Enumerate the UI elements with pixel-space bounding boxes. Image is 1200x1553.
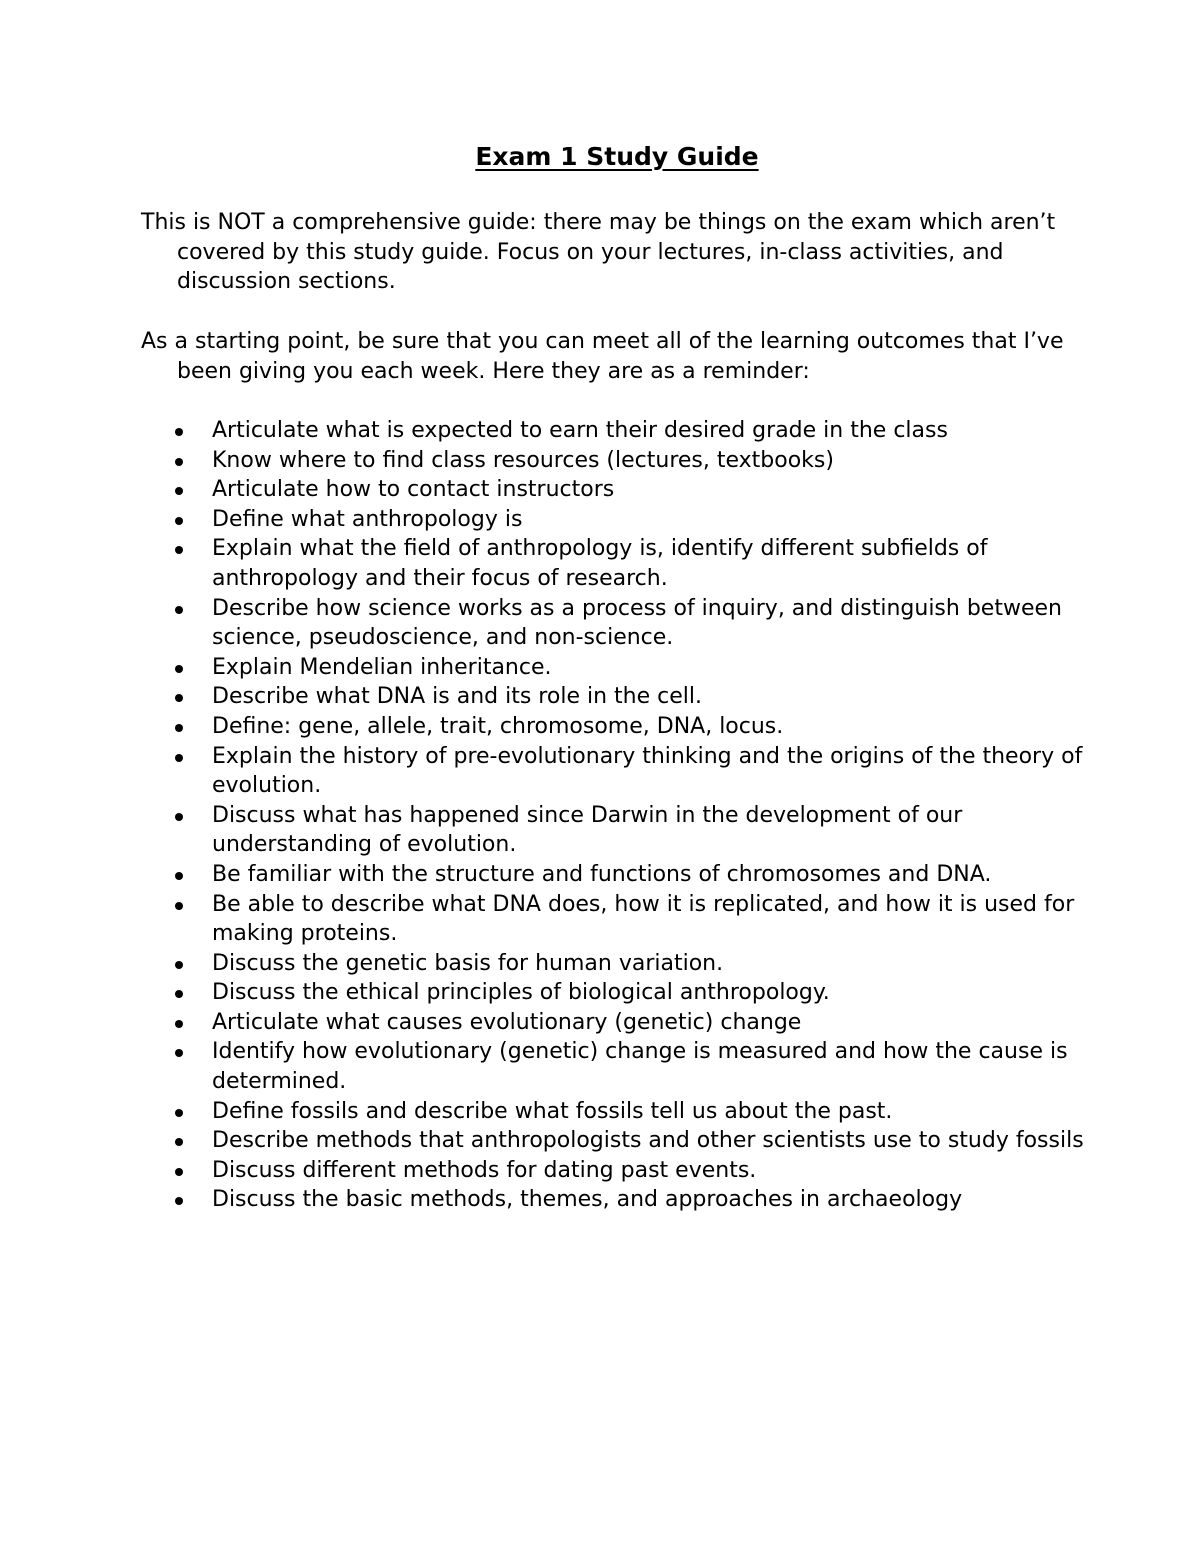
list-item <box>212 1097 1092 1127</box>
bullet-icon <box>175 665 183 673</box>
list-item-text: Describe what DNA is and its role in the cell. <box>212 684 702 710</box>
list-item <box>212 505 1092 535</box>
list-item-text: Discuss the basic methods, themes, and approaches in archaeology <box>212 1187 963 1213</box>
bullet-icon <box>175 724 183 732</box>
list-item-text: Define: gene, allele, trait, chromosome, DNA, locus. <box>212 713 784 739</box>
bullet-icon <box>175 1049 183 1057</box>
bullet-icon <box>175 458 183 466</box>
list-item-text: Explain the history of pre-evolutionary thinking and the origins of the theory of evolution. <box>212 743 1083 799</box>
bullet-icon <box>175 1197 183 1205</box>
learning-outcomes-list <box>212 416 1092 1215</box>
list-item <box>212 801 1092 860</box>
bullet-icon <box>175 1138 183 1146</box>
bullet-icon <box>175 546 183 554</box>
list-item <box>212 1126 1092 1156</box>
list-item <box>212 1185 1092 1215</box>
list-item-text: Explain Mendelian inheritance. <box>212 654 552 680</box>
bullet-icon <box>175 902 183 910</box>
list-item <box>212 1156 1092 1186</box>
list-item <box>212 446 1092 476</box>
list-item-text: Identify how evolutionary (genetic) change is measured and how the cause is determined. <box>212 1039 1068 1095</box>
list-item <box>212 978 1092 1008</box>
list-item-text: Discuss what has happened since Darwin in the development of our understanding of evolution. <box>212 802 963 858</box>
bullet-icon <box>175 517 183 525</box>
bullet-icon <box>175 1168 183 1176</box>
bullet-icon <box>175 754 183 762</box>
bullet-icon <box>175 961 183 969</box>
list-item-text: Define what anthropology is <box>212 506 523 532</box>
list-item <box>212 653 1092 683</box>
list-item-text: Explain what the field of anthropology is, identify different subfields of anthropology and their focus of research. <box>212 536 988 591</box>
intro-paragraph: This is NOT a comprehensive guide: there may be things on the exam which aren’t covered by this study guide. Focus on your lectures, in-class activities, and discussion sections. <box>141 210 1056 295</box>
bullet-icon <box>175 813 183 821</box>
list-item <box>212 594 1092 653</box>
list-item-text: Discuss different methods for dating past events. <box>212 1157 757 1183</box>
list-item-text: Be familiar with the structure and functions of chromosomes and DNA. <box>212 861 992 887</box>
bullet-icon <box>175 872 183 880</box>
bullet-icon <box>175 694 183 702</box>
list-item <box>212 860 1092 890</box>
list-item-text: Describe methods that anthropologists and other scientists use to study fossils <box>212 1128 1084 1154</box>
list-item-text: Articulate what causes evolutionary (genetic) change <box>212 1009 802 1035</box>
bullet-icon <box>175 428 183 436</box>
list-item <box>212 534 1092 593</box>
outcomes-intro-paragraph: As a starting point, be sure that you can meet all of the learning outcomes that I’ve been giving you each week. Here they are as a reminder: <box>141 329 1064 384</box>
list-item <box>212 742 1092 801</box>
list-item-text: Describe how science works as a process of inquiry, and distinguish between science, pseudoscience, and non-science. <box>212 595 1062 651</box>
list-item <box>212 682 1092 712</box>
list-item <box>212 890 1092 949</box>
list-item <box>212 1037 1092 1096</box>
bullet-icon <box>175 1020 183 1028</box>
list-item-text: Discuss the ethical principles of biological anthropology. <box>212 980 830 1006</box>
list-item <box>212 949 1092 979</box>
list-item-text: Be able to describe what DNA does, how it is replicated, and how it is used for making proteins. <box>212 891 1075 947</box>
list-item-text: Articulate what is expected to earn their desired grade in the class <box>212 418 948 443</box>
list-item-text: Articulate how to contact instructors <box>212 477 615 503</box>
page-title: Exam 1 Study Guide <box>475 142 759 171</box>
list-item-text: Know where to find class resources (lectures, textbooks) <box>212 447 834 473</box>
bullet-icon <box>175 1109 183 1117</box>
bullet-icon <box>175 606 183 614</box>
bullet-icon <box>175 487 183 495</box>
list-item <box>212 475 1092 505</box>
list-item <box>212 712 1092 742</box>
list-item <box>212 1008 1092 1038</box>
bullet-icon <box>175 990 183 998</box>
list-item-text: Define fossils and describe what fossils tell us about the past. <box>212 1098 893 1124</box>
list-item-text: Discuss the genetic basis for human variation. <box>212 950 724 976</box>
list-item <box>212 416 1092 446</box>
